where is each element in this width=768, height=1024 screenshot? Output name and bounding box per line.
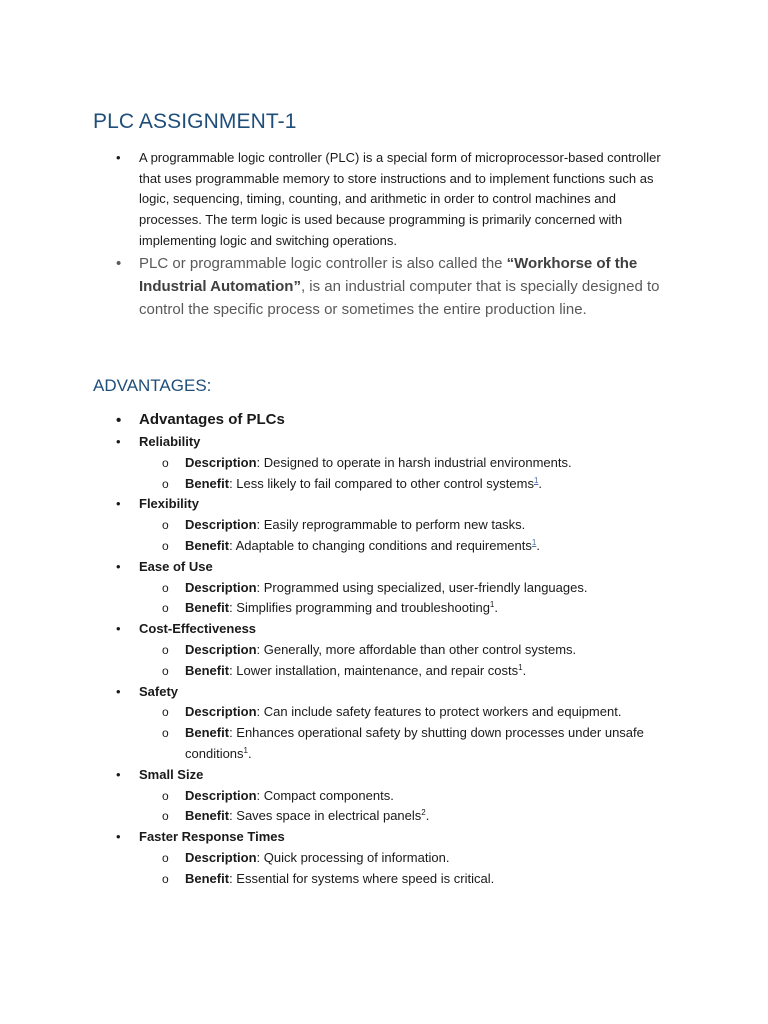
sentence-period: . — [425, 808, 430, 824]
description-text: : Programmed using specialized, user-friendly languages. — [256, 579, 588, 595]
benefit-text: : Saves space in electrical panels — [229, 808, 422, 824]
benefit-label: Benefit — [185, 725, 230, 741]
benefit-text: : Lower installation, maintenance, and repair costs — [229, 662, 519, 678]
advantage-item — [110, 765, 690, 827]
circle-bullet-icon: o — [162, 601, 169, 616]
intro-paragraph-1 — [110, 148, 680, 252]
advantage-item — [110, 432, 690, 494]
circle-bullet-icon: o — [162, 809, 169, 824]
description-label: Description — [185, 849, 257, 865]
footnote-ref: 2 — [421, 808, 426, 818]
sentence-period: . — [494, 600, 498, 616]
intro-text-1: A programmable logic controller (PLC) is a special form of microprocessor-based controller that uses programmable memory to store instructions and to implement functions such as logic, sequencing, timing, counting, and arithmetic in order to control machines and processes. The term logic is used because programming is primarily concerned with implementing logic and switching operations. — [139, 150, 661, 248]
bullet-icon: • — [116, 683, 121, 699]
circle-bullet-icon: o — [162, 476, 169, 491]
bullet-icon: • — [116, 829, 121, 845]
advantage-name: Safety — [139, 683, 179, 699]
document-title: PLC ASSIGNMENT-1 — [93, 110, 297, 133]
description-text: : Easily reprogrammable to perform new tasks. — [256, 517, 526, 533]
bullet-icon: • — [116, 150, 121, 165]
description-label: Description — [185, 517, 257, 533]
advantage-name: Ease of Use — [139, 558, 213, 574]
description-text: : Generally, more affordable than other control systems. — [256, 641, 577, 657]
advantage-benefit — [139, 474, 690, 495]
advantage-item — [110, 827, 690, 889]
description-text: : Compact components. — [256, 787, 394, 803]
advantage-details — [139, 515, 690, 557]
circle-bullet-icon: o — [162, 642, 169, 657]
description-label: Description — [185, 787, 257, 803]
benefit-text: : Enhances operational safety by shutting down processes under unsafe conditions — [185, 725, 644, 761]
circle-bullet-icon: o — [162, 705, 169, 720]
advantage-name: Faster Response Times — [139, 829, 285, 845]
footnote-ref: 1 — [489, 600, 495, 610]
advantage-description — [139, 453, 690, 474]
description-label: Description — [185, 579, 257, 595]
sentence-period: . — [538, 475, 543, 491]
advantage-item — [110, 619, 690, 681]
benefit-label: Benefit — [185, 600, 230, 616]
intro-text-2-start: PLC or programmable logic controller is also called the — [139, 254, 507, 272]
circle-bullet-icon: o — [162, 455, 169, 470]
footnote-ref: 1 — [243, 745, 248, 755]
footnote-ref[interactable]: 1 — [533, 475, 539, 485]
bullet-icon: • — [116, 496, 121, 512]
description-label: Description — [185, 641, 257, 657]
intro-list — [110, 148, 680, 321]
advantages-lead-text: Advantages of PLCs — [139, 411, 285, 428]
intro-paragraph-2 — [110, 252, 680, 322]
advantage-description — [139, 515, 690, 536]
circle-bullet-icon: o — [162, 871, 169, 886]
advantage-details — [139, 578, 690, 620]
sentence-period: . — [522, 662, 527, 678]
circle-bullet-icon: o — [162, 726, 169, 741]
circle-bullet-icon: o — [162, 788, 169, 803]
bullet-icon: • — [116, 766, 121, 782]
bullet-icon: • — [116, 412, 122, 429]
footnote-ref: 1 — [518, 662, 523, 672]
advantages-heading: ADVANTAGES: — [93, 376, 212, 395]
benefit-text: : Essential for systems where speed is critical. — [229, 870, 495, 886]
advantage-description — [139, 848, 690, 869]
bullet-icon: • — [116, 558, 121, 574]
advantage-description — [139, 640, 690, 661]
advantage-name: Cost-Effectiveness — [139, 621, 257, 637]
advantage-description — [139, 786, 690, 807]
description-label: Description — [185, 454, 257, 470]
advantage-benefit — [139, 536, 690, 557]
sentence-period: . — [248, 745, 252, 761]
advantage-benefit — [139, 869, 690, 890]
advantages-lead-item — [110, 408, 690, 432]
circle-bullet-icon: o — [162, 538, 169, 553]
description-text: : Quick processing of information. — [256, 849, 450, 865]
advantage-details — [139, 453, 690, 495]
advantage-item — [110, 557, 690, 619]
bullet-icon: • — [116, 434, 121, 449]
advantage-details — [139, 848, 690, 890]
advantage-name: Reliability — [139, 434, 201, 449]
intro-text-2-bold: “Workhorse of the Industrial Automation” — [139, 254, 638, 295]
advantage-details — [139, 640, 690, 682]
footnote-ref[interactable]: 1 — [531, 537, 537, 547]
benefit-label: Benefit — [185, 662, 230, 678]
benefit-label: Benefit — [185, 537, 230, 553]
circle-bullet-icon: o — [162, 518, 169, 533]
benefit-label: Benefit — [185, 475, 230, 491]
intro-text-2-end: , is an industrial computer that is specially designed to control the specific process or sometimes the entire production line. — [139, 277, 660, 318]
bullet-icon: • — [116, 621, 121, 637]
description-label: Description — [185, 704, 257, 720]
advantage-benefit — [139, 661, 690, 682]
sentence-period: . — [536, 537, 540, 553]
benefit-label: Benefit — [185, 870, 230, 886]
advantage-benefit — [139, 598, 690, 619]
benefit-label: Benefit — [185, 808, 230, 824]
advantage-item — [110, 494, 690, 556]
advantage-item — [110, 682, 690, 765]
benefit-text: : Simplifies programming and troubleshooting — [229, 600, 490, 616]
circle-bullet-icon: o — [162, 580, 169, 595]
advantage-name: Small Size — [139, 766, 204, 782]
circle-bullet-icon: o — [162, 663, 169, 678]
bullet-icon: • — [116, 254, 122, 272]
advantage-details — [139, 786, 690, 828]
circle-bullet-icon: o — [162, 850, 169, 865]
benefit-text: : Less likely to fail compared to other control systems — [229, 475, 534, 491]
benefit-text: : Adaptable to changing conditions and requirements — [229, 537, 532, 553]
advantage-name: Flexibility — [139, 496, 199, 512]
advantages-list — [110, 408, 690, 890]
advantage-benefit — [139, 806, 690, 827]
description-text: : Can include safety features to protect workers and equipment. — [256, 704, 622, 720]
advantage-benefit — [139, 723, 690, 765]
advantage-description — [139, 702, 690, 723]
description-text: : Designed to operate in harsh industrial environments. — [256, 454, 572, 470]
advantage-details — [139, 702, 690, 764]
advantage-description — [139, 578, 690, 599]
